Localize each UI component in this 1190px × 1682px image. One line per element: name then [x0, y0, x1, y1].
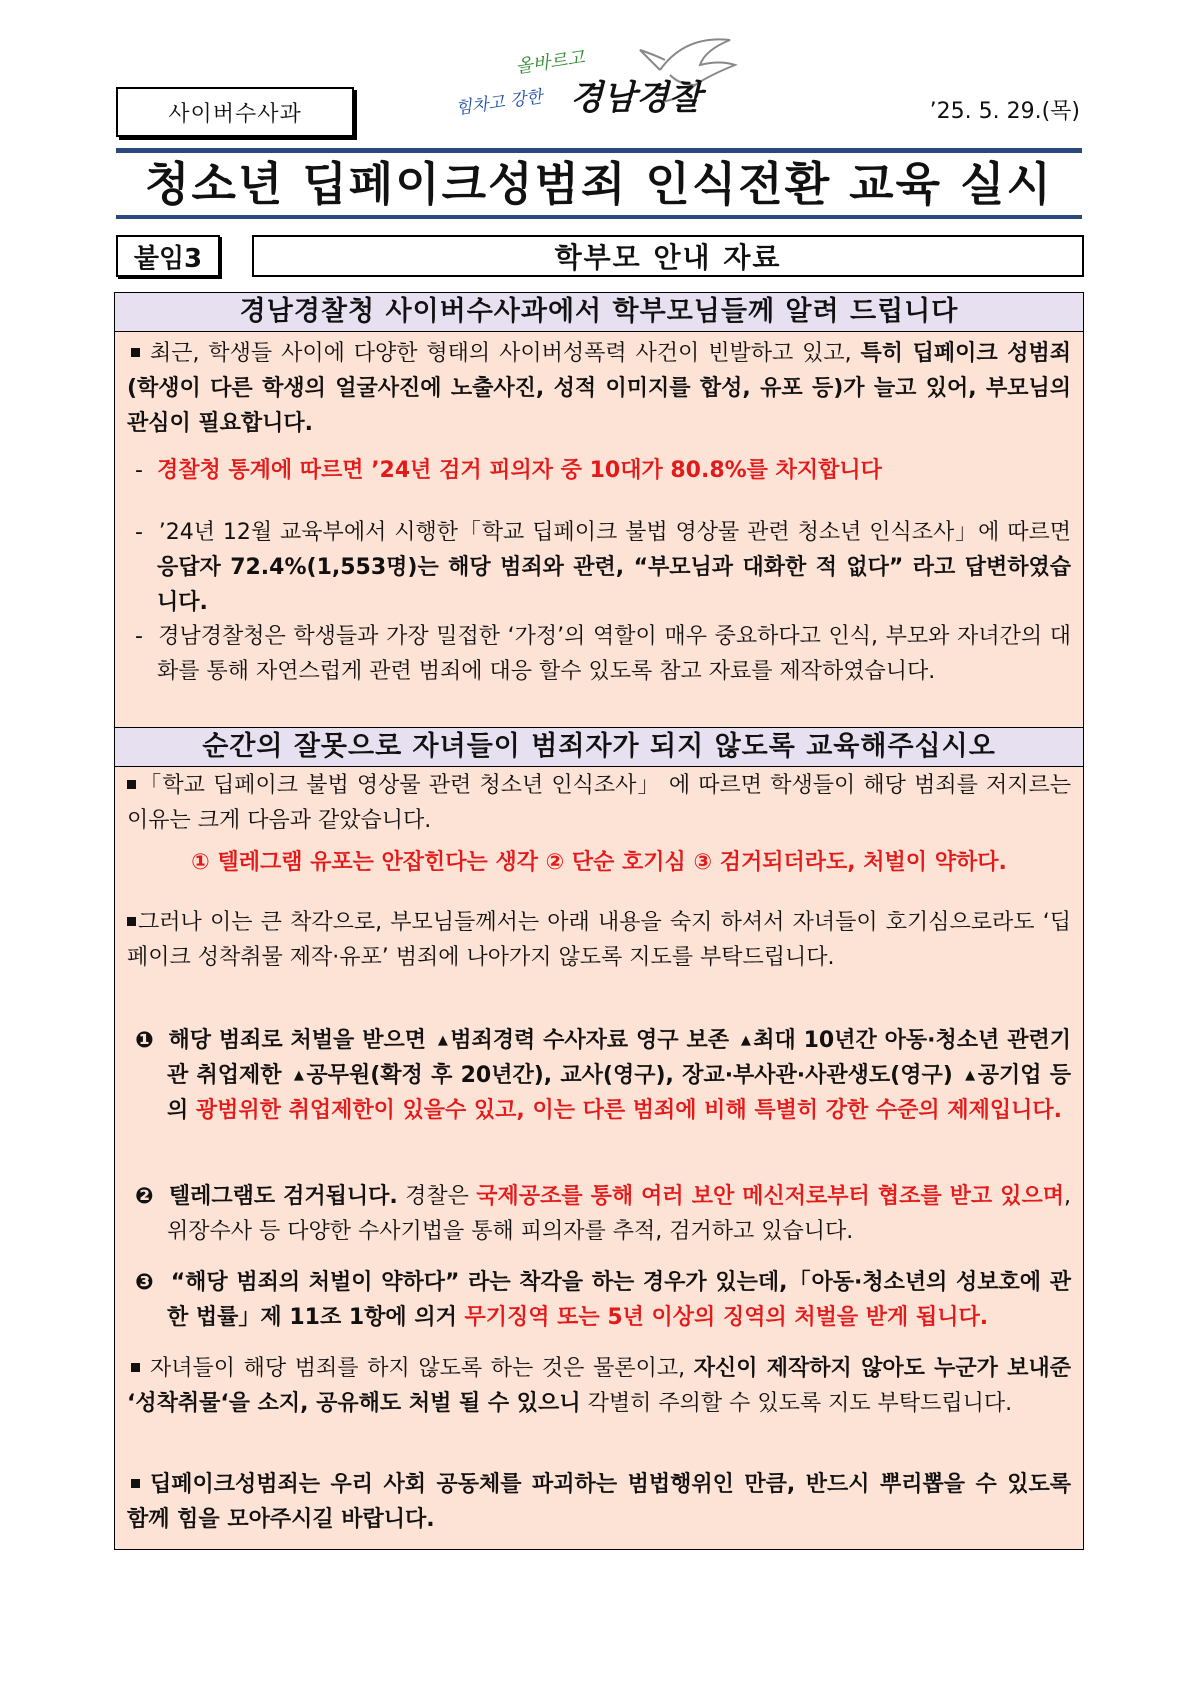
point1-red-text: 광범위한 취업제한이 있을수 있고, 이는 다른 범죄에 비해 특별히 강한 수준의 제제입니다.	[195, 1098, 1062, 1123]
section2-however	[127, 905, 1071, 975]
document-date: ’25. 5. 29.(목)	[929, 99, 1080, 124]
intro-bold-text: 특히 딥페이크 성범죄(학생이 다른 학생의 얼굴사진에 노출사진, 성적 이미지를 합성, 유포 등)가 늘고 있어, 부모님의 관심이 필요합니다.	[127, 341, 1071, 436]
triangle-bullet-icon: ▲	[965, 1068, 976, 1083]
survey-text: ’24년 12월 교육부에서 시행한「학교 딥페이크 불법 영상물 관련 청소년 인식조사」에 따르면	[158, 520, 1071, 545]
police-logo	[455, 30, 745, 130]
triangle-bullet-icon: ▲	[740, 1033, 752, 1048]
point1-text-d: 공무원(확정 후 20년간), 교사(영구), 장교·부사관·사관생도(영구)	[306, 1063, 962, 1088]
point2-red-text: 국제공조를 통해 여러 보안 메신저로부터 협조를 받고 있으며	[476, 1184, 1064, 1209]
point3-bold-text: “해당 범죄의 처벌이 약하다” 라는 착각을 하는 경우가 있는데,「아동·청소년의 성보호에 관한 법률」제 11조 1항에 의거	[167, 1270, 1071, 1330]
point-3	[135, 1265, 1071, 1335]
section1-bullet3	[135, 619, 1071, 689]
however-text: 그러나 이는 큰 착각으로, 부모님들께서는 아래 내용을 숙지 하셔서 자녀들이 호기심으로라도 ‘딥페이크 성착취물 제작·유포’ 범죄에 나아가지 않도록 지도를 부탁드립니다.	[127, 910, 1071, 970]
document-title: 청소년 딥페이크성범죄 인식전환 교육 실시	[145, 157, 1053, 211]
gyeongnam-police-text: 경남경찰청은 학생들과 가장 밀접한 ‘가정’의 역할이 매우 중요하다고 인식, 부모와 자녀간의 대화를 통해 자연스럽게 관련 범죄에 대응 할수 있도록 참고 자료를 제작하였습니다.	[157, 624, 1071, 684]
survey-reasons-intro: 「학교 딥페이크 불법 영상물 관련 청소년 인식조사」 에 따르면 학생들이 해당 범죄를 저지르는 이유는 크게 다음과 같았습니다.	[127, 773, 1071, 833]
logo-main-text: 경남경찰	[570, 78, 702, 118]
section1-intro	[127, 336, 1071, 441]
closing-text: 딥페이크성범죄는 우리 사회 공동체를 파괴하는 범법행위인 만큼, 반드시 뿌리뽑을 수 있도록 함께 힘을 모아주시길 바랍니다.	[127, 1472, 1071, 1532]
department-box	[116, 87, 354, 137]
children-bold-text: 자신이 제작하지 않아도 누군가 보내준 ‘성착취물‘을 소지, 공유해도 처벌 될 수 있으니	[127, 1356, 1072, 1416]
section2-closing	[127, 1467, 1071, 1537]
dash-bullet-icon: -	[135, 458, 143, 483]
children-text-b: 각별히 주의할 수 있도록 지도 부탁드립니다.	[580, 1391, 1013, 1416]
triangle-bullet-icon: ▲	[293, 1068, 305, 1083]
title-top-rule	[116, 148, 1082, 153]
point-1	[135, 1023, 1071, 1128]
point2-text-b: , 위장수사 등 다양한 수사기법을 통해 피의자를 추적, 검거하고 있습니다.	[167, 1184, 1071, 1244]
intro-text: 최근, 학생들 사이에 다양한 형태의 사이버성폭력 사건이 빈발하고 있고,	[150, 341, 861, 366]
dash-bullet-icon: -	[135, 520, 143, 545]
notice-panel	[114, 292, 1084, 1550]
point-2	[135, 1179, 1071, 1249]
point1-text-e: 공기업 등의	[167, 1063, 1071, 1123]
square-bullet-icon	[131, 348, 140, 357]
number-two-icon: ❷	[135, 1184, 155, 1209]
attachment-title-box	[252, 235, 1084, 277]
triangle-bullet-icon: ▲	[437, 1033, 449, 1048]
attachment-tag-label: 붙임3	[133, 243, 203, 274]
section2-survey	[127, 768, 1071, 838]
attachment-tag	[116, 235, 220, 277]
section1-bullet2	[135, 515, 1071, 620]
dash-bullet-icon: -	[135, 624, 143, 649]
section2-reasons	[127, 845, 1071, 880]
point1-text-a: 해당 범죄로 처벌을 받으면	[168, 1028, 434, 1053]
number-one-icon: ❶	[135, 1028, 154, 1053]
title-bottom-rule	[116, 215, 1082, 219]
square-bullet-icon	[127, 780, 136, 789]
department-label: 사이버수사과	[168, 101, 302, 127]
square-bullet-icon	[127, 917, 136, 926]
police-statistics-text: 경찰청 통계에 따르면 ’24년 검거 피의자 중 10대가 80.8%를 차지합니다	[156, 458, 882, 483]
section2-children	[127, 1351, 1071, 1421]
reasons-text: ① 텔레그램 유포는 안잡힌다는 생각 ② 단순 호기심 ③ 검거되더라도, 처벌이 약하다.	[191, 850, 1007, 875]
point1-text-b: 범죄경력 수사자료 영구 보존	[450, 1028, 737, 1053]
section2-heading: 순간의 잘못으로 자녀들이 범죄자가 되지 않도록 교육해주십시오	[115, 727, 1083, 767]
point2-bold-text: 텔레그램도 검거됩니다.	[168, 1184, 398, 1209]
attachment-title: 학부모 안내 자료	[554, 241, 782, 274]
section1-bullet1	[135, 453, 1071, 488]
logo-slogan-top: 올바르고	[514, 47, 586, 78]
logo-slogan-left: 힘차고 강한	[454, 86, 544, 119]
number-three-icon: ❸	[135, 1270, 155, 1295]
survey-bold-text: 응답자 72.4%(1,553명)는 해당 범죄와 관련, “부모님과 대화한 적 없다” 라고 답변하였습니다.	[157, 555, 1071, 615]
point1-text-c: 최대 10년간 아동·청소년 관련기관 취업제한	[167, 1028, 1071, 1088]
square-bullet-icon	[131, 1363, 140, 1372]
square-bullet-icon	[131, 1479, 140, 1488]
section1-heading: 경남경찰청 사이버수사과에서 학부모님들께 알려 드립니다	[115, 292, 1083, 332]
children-text-a: 자녀들이 해당 범죄를 하지 않도록 하는 것은 물론이고,	[150, 1356, 694, 1381]
point2-text-a: 경찰은	[397, 1184, 477, 1209]
point3-red-text: 무기징역 또는 5년 이상의 징역의 처벌을 받게 됩니다.	[464, 1305, 989, 1330]
